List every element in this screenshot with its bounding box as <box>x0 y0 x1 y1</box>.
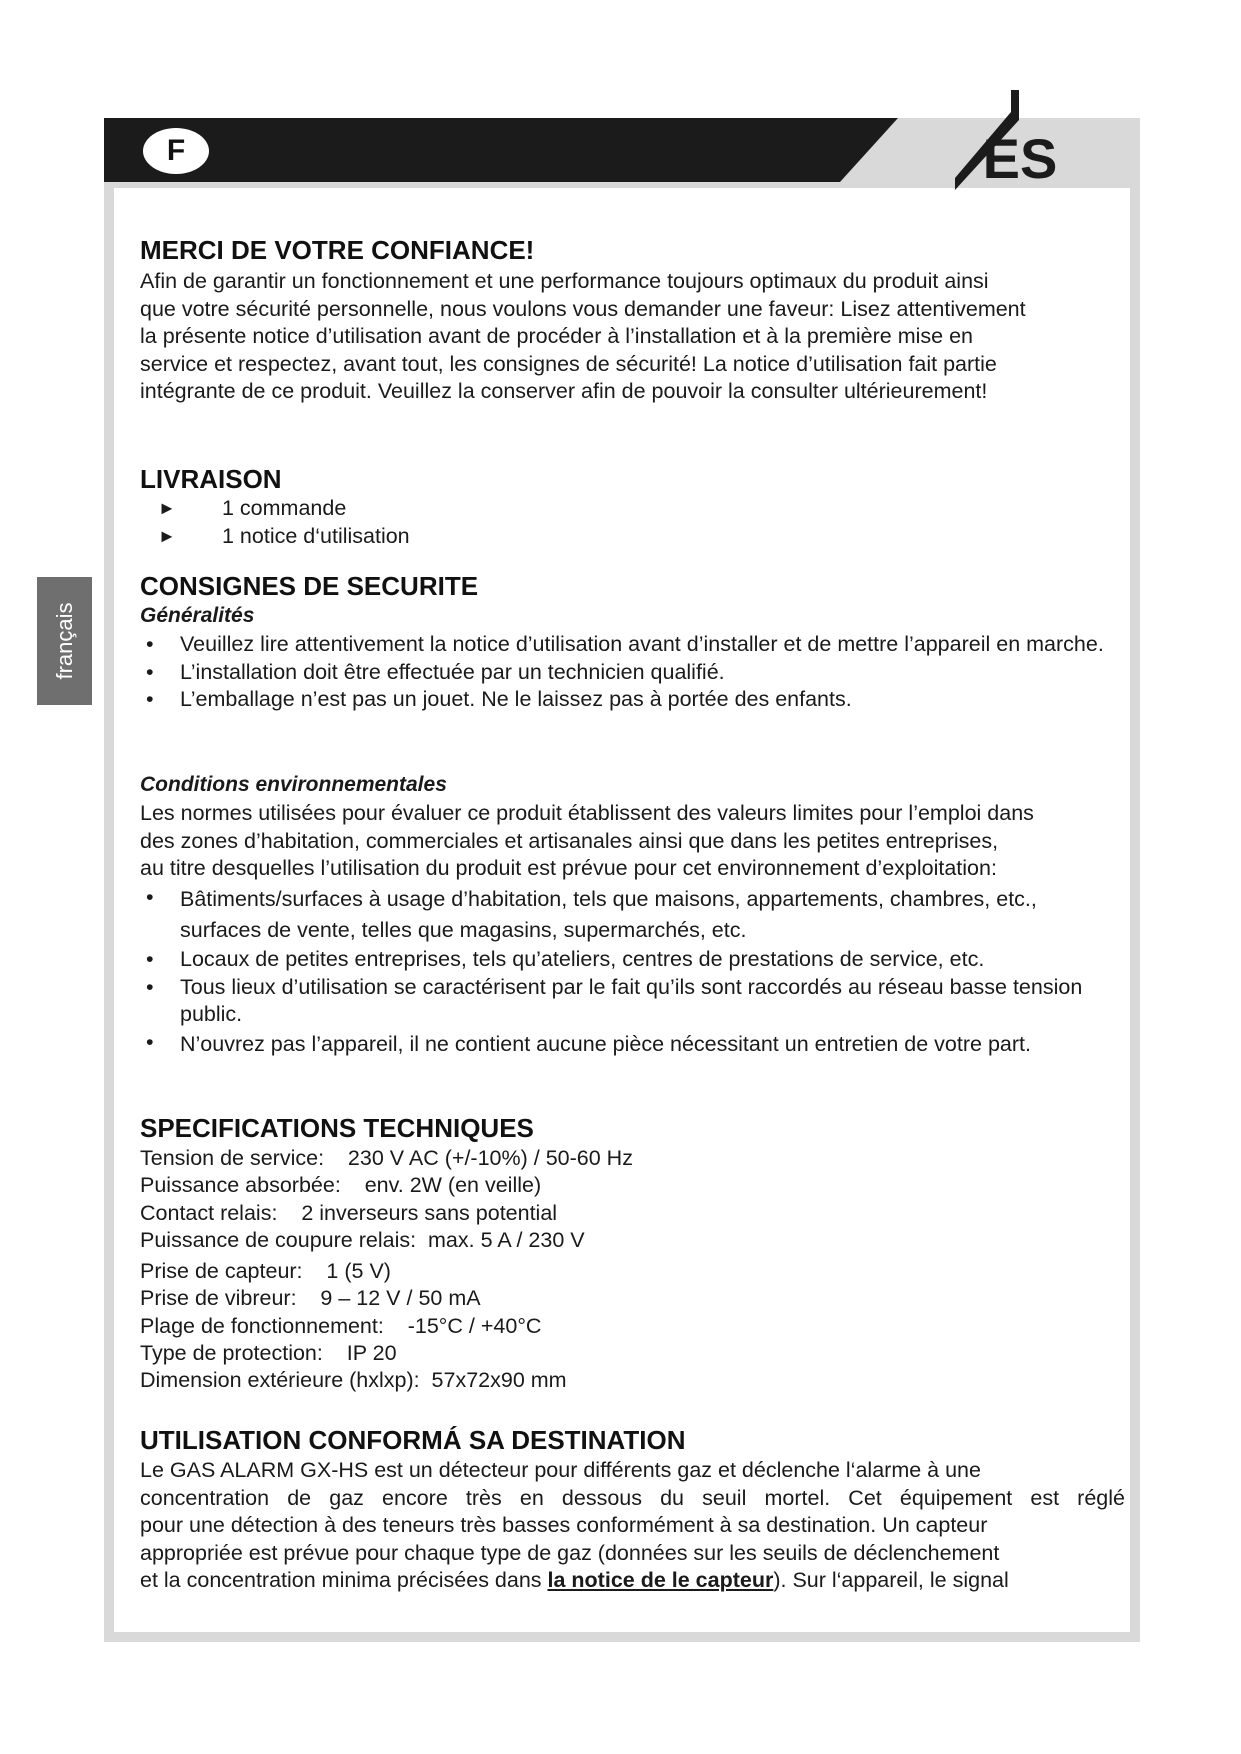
general-subtitle: Généralités <box>140 604 255 627</box>
list-item: • Tous lieux d’utilisation se caractérisent par le fait qu’ils sont raccordés au réseau basse tension public. <box>146 974 1083 1026</box>
intro-line: Afin de garantir un fonctionnement et une performance toujours optimaux du produit ainsi <box>140 269 989 293</box>
arrow-icon: ► <box>158 525 176 546</box>
spec-row: Puissance de coupure relais: max. 5 A / 230 V <box>140 1228 585 1252</box>
intro-line: la présente notice d’utilisation avant de procéder à l’installation et à la première mise en <box>140 324 973 348</box>
intro-title: MERCI DE VOTRE CONFIANCE! <box>140 235 535 265</box>
env-line: des zones d’habitation, commerciales et artisanales ainsi que dans les petites entreprises, <box>140 828 999 853</box>
sensor-manual-link[interactable]: la notice de le capteur <box>547 1568 774 1592</box>
list-item: • L’installation doit être effectuée par un technicien qualifié. <box>140 659 1125 687</box>
bullet-icon: • <box>146 632 154 656</box>
bullet-icon: • <box>146 947 154 971</box>
intro-line: intégrante de ce produit. Veuillez la conserver afin de pouvoir la consulter ultérieurement! <box>140 379 988 403</box>
spec-row: Tension de service: 230 V AC (+/-10%) / 50-60 Hz <box>140 1146 633 1170</box>
spec-row: Plage de fonctionnement: -15°C / +40°C <box>140 1314 542 1338</box>
bullet-icon: • <box>146 885 154 909</box>
delivery-title: LIVRAISON <box>140 464 282 494</box>
usage-line: pour une détection à des teneurs très basses conformément à sa destination. Un capteur <box>140 1513 988 1537</box>
es-logo <box>955 90 1085 200</box>
usage-line: appropriée est prévue pour chaque type de gaz (données sur les seuils de déclenchement <box>140 1540 1000 1565</box>
env-line: Les normes utilisées pour évaluer ce produit établissent des valeurs limites pour l’emploi dans <box>140 801 1034 825</box>
list-item: ► 1 notice d‘utilisation <box>140 523 1125 551</box>
bullet-icon: • <box>146 1029 154 1054</box>
environment-text <box>140 800 1125 883</box>
list-item: • Bâtiments/surfaces à usage d’habitation, tels que maisons, appartements, chambres, etc., surfaces de vente, telles que magasins, supermarchés, etc. <box>146 885 1037 942</box>
bullet-icon: • <box>146 687 154 711</box>
list-item: • Veuillez lire attentivement la notice d’utilisation avant d’installer et de mettre l’appareil en marche. <box>140 631 1125 659</box>
spec-row: Type de protection: IP 20 <box>140 1341 397 1365</box>
usage-title: UTILISATION CONFORMÁ SA DESTINATION <box>140 1425 686 1455</box>
language-badge: F <box>143 128 209 174</box>
bullet-icon: • <box>146 659 154 684</box>
general-list <box>140 631 1125 714</box>
usage-line: et la concentration minima précisées dans la notice de le capteur). Sur l‘appareil, le signal <box>140 1568 1009 1592</box>
environment-subtitle: Conditions environnementales <box>140 773 447 796</box>
environment-list <box>140 884 1125 1060</box>
usage-text <box>140 1457 1125 1595</box>
arrow-icon: ► <box>158 498 176 518</box>
language-side-tab: français <box>37 577 92 705</box>
logo-text: ES <box>982 127 1058 190</box>
list-item: ► 1 commande <box>140 495 1125 523</box>
intro-line: service et respectez, avant tout, les consignes de sécurité! La notice d’utilisation fait partie <box>140 351 997 376</box>
safety-title: CONSIGNES DE SECURITE <box>140 571 479 601</box>
specs-title: SPECIFICATIONS TECHNIQUES <box>140 1113 534 1143</box>
bullet-icon: • <box>146 974 154 999</box>
delivery-list <box>140 495 1125 550</box>
usage-line: Le GAS ALARM GX-HS est un détecteur pour différents gaz et déclenche l‘alarme à une <box>140 1458 981 1482</box>
list-item: • N’ouvrez pas l’appareil, il ne contient aucune pièce nécessitant un entretien de votre part. <box>146 1029 1031 1056</box>
intro-line: que votre sécurité personnelle, nous voulons vous demander une faveur: Lisez attentivement <box>140 296 1026 321</box>
spec-row: Prise de vibreur: 9 – 12 V / 50 mA <box>140 1286 481 1310</box>
usage-line: concentration de gaz encore très en dessous du seuil mortel. Cet équipement est réglé <box>140 1485 1125 1510</box>
list-item: • L’emballage n’est pas un jouet. Ne le laissez pas à portée des enfants. <box>140 686 1125 714</box>
list-item: • Locaux de petites entreprises, tels qu’ateliers, centres de prestations de service, etc. <box>140 946 1125 974</box>
env-line: au titre desquelles l’utilisation du produit est prévue pour cet environnement d’exploitation: <box>140 856 997 880</box>
intro-text <box>140 268 1125 406</box>
spec-row: Prise de capteur: 1 (5 V) <box>140 1259 391 1283</box>
spec-row: Dimension extérieure (hxlxp): 57x72x90 mm <box>140 1368 567 1392</box>
spec-row: Puissance absorbée: env. 2W (en veille) <box>140 1173 542 1197</box>
spec-row: Contact relais: 2 inverseurs sans potential <box>140 1201 558 1225</box>
